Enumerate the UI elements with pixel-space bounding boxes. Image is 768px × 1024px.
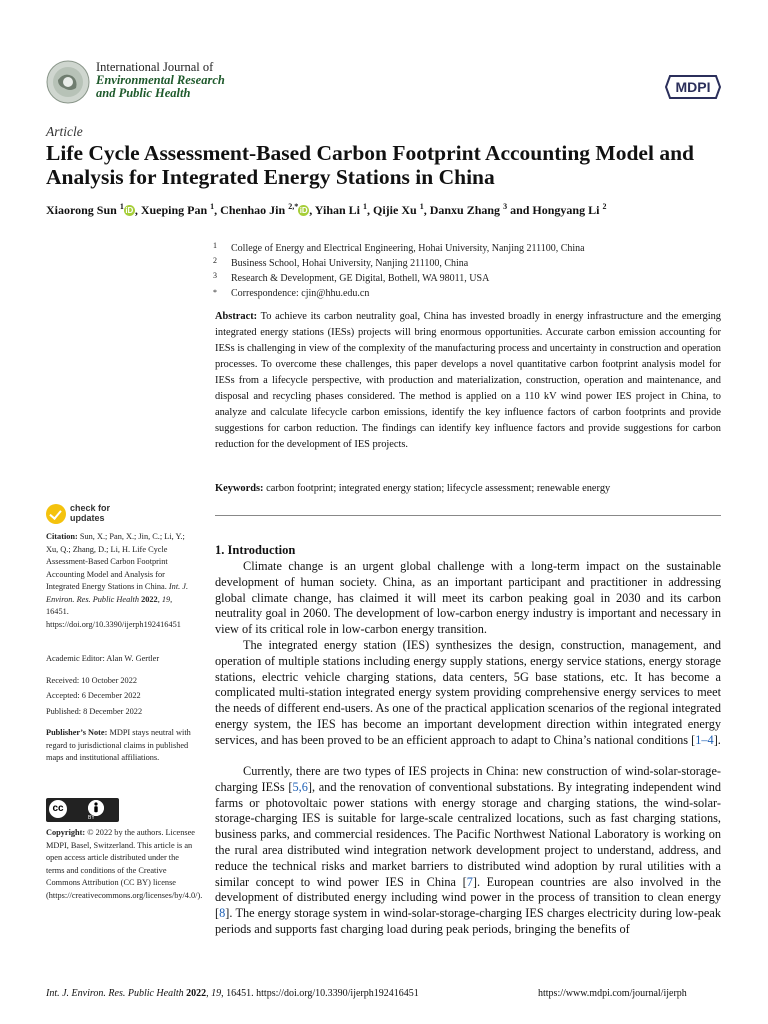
check-for-updates-button[interactable]: check for updates <box>46 504 156 526</box>
journal-name-line3: and Public Health <box>96 86 191 100</box>
by-label: BY <box>88 815 95 821</box>
date-published: Published: 8 December 2022 <box>46 707 143 716</box>
footer-journal-url[interactable]: https://www.mdpi.com/journal/ijerph <box>538 988 687 999</box>
article-type: Article <box>46 124 83 139</box>
abstract <box>215 309 721 453</box>
cc-icon: cc <box>49 800 67 818</box>
keywords-label: Keywords: <box>215 483 264 494</box>
paper-title: Life Cycle Assessment-Based Carbon Footprint Accounting Model and Analysis for Integrated Energy Stations in China <box>46 141 694 189</box>
journal-name-line1: International Journal of <box>96 60 214 74</box>
intro-paragraph-3: Currently, there are two types of IES projects in China: new construction of wind-solar-storage-charging IESs [5,6], and the renovation of conventional substations. By integrating independent wind farms or photovoltaic power stations with energy storage and charging stations, the wind-solar-storage-charging IES is suitable for large-scale centralized locations, such as fast charging stations, business parks, and commercial residences. The Pacific Northwest National Laboratory is working on the rural area distributed wind integration network development project to understand, address, and reduce the technical risks and market barriers to distributed wind adoption by rural utilities with a similar concept to wind power IES in China [7]. European countries are also involved in the development of distributed energy including wind power in the process of transition to clean energy [8]. The energy storage system in wind-solar-storage-charging IES charges electricity during low-peak periods and supports fast charging load during peak periods, bringing the benefits of <box>215 764 721 936</box>
author-name: Xiaorong Sun <box>46 203 120 217</box>
attribution-icon <box>88 800 104 816</box>
abstract-label: Abstract: <box>215 311 258 322</box>
publisher-note: Publisher’s Note: MDPI stays neutral with regard to jurisdictional claims in published maps and institutional affiliations. <box>46 728 191 762</box>
keywords <box>215 483 721 494</box>
academic-editor: Academic Editor: Alan W. Gertler <box>46 654 160 663</box>
author-affiliation-mark: 3 <box>503 202 508 211</box>
intro-paragraph-2: The integrated energy station (IES) synthesizes the design, construction, management, and operation of multiple stations including energy supply stations, energy service stations, energy storage stations, electric vehicle charging stations, data centers, 5G base stations, etc. It has become a complicated multi-station integrated energy system providing comprehensive energy services to meet the needs of different end-users. As one of the practical application scenarios of the regional integrated energy system, the IES has become an important development direction within integrated energy services, and has been proved to be an efficient approach to adapt to China’s national conditions [1–4]. <box>215 638 721 747</box>
citation-link[interactable]: 5,6 <box>292 779 308 794</box>
author-affiliation-mark: 1 <box>119 202 124 211</box>
citation-link[interactable]: 7 <box>466 874 473 889</box>
abstract-text: To achieve its carbon neutrality goal, China has invested broadly in energy infrastructure and the emerging integrated energy stations (IESs) projects will bring enormous opportunities. Accurate carbon emission accounting for IESs is challenging in view of the complexity of the manufacturing process and uncertainty in construction and operation processes. To overcome these challenges, this paper develops a novel quantitative carbon footprint analysis model for IESs from a lifecycle perspective, with production and materialization, construction, operation and maintenance, and disposal and recycling phases considered. The method is applied on a 110 kV wind power IES project in China, to analyze and calculate lifecycle carbon emissions, identify the key influence factors of carbon footprints and provide suggestions for carbon reduction. The findings can identify key influence factors and provide suggestions for carbon reduction for the development of IES projects. <box>215 311 721 450</box>
keywords-text: carbon footprint; integrated energy station; lifecycle assessment; renewable energy <box>266 483 611 494</box>
author-name: Qijie Xu <box>373 203 420 217</box>
journal-logo <box>46 60 90 104</box>
section-heading-introduction: 1. Introduction <box>215 543 296 557</box>
author-name: Chenhao Jin <box>220 203 289 217</box>
author-name: Yihan Li <box>314 203 364 217</box>
intro-paragraph-1: Climate change is an urgent global challenge with a long-term impact on the sustainable development of human society. China, as an important participant and practitioner in addressing global climate change, has claimed it will meet its carbon peaking goal in 2030 and its carbon neutrality goal in 2060. The development of low-carbon energy industry is important and necessary in view of its critical role in low-carbon energy transition. <box>215 559 721 637</box>
checkmark-icon <box>46 504 66 524</box>
date-received: Received: 10 October 2022 <box>46 676 138 685</box>
author-affiliation-mark: 1 <box>419 202 424 211</box>
author-name: Xueping Pan <box>140 203 211 217</box>
journal-name-line2: Environmental Research <box>96 73 225 87</box>
author-list: Xiaorong Sun $^1$ iD , Xueping Pan $^1$, Chenhao Jin $^{2,*}$ iD , Yihan Li $^1$, Qijie Xu $^1$, Danxu Zhang $^3$ and Hongyang Li $^2$ <box>46 202 607 217</box>
citation-link[interactable]: 8 <box>219 906 226 921</box>
mdpi-logo <box>664 72 722 102</box>
author-affiliation-mark: 2 <box>602 202 607 211</box>
orcid-icon[interactable]: iD <box>299 206 308 215</box>
footer-citation: Int. J. Environ. Res. Public Health 2022, 19, 16451. https://doi.org/10.3390/ijerph192416451 <box>46 988 419 999</box>
divider <box>215 515 721 516</box>
citation-link[interactable]: 1–4 <box>695 732 714 747</box>
copyright-notice: Copyright: © 2022 by the authors. Licensee MDPI, Basel, Switzerland. This article is an open access article distributed under the terms and conditions of the Creative Commons Attribution (CC BY) license (https://creativecommons.org/licenses/by/4.0/). <box>46 828 203 900</box>
author-name: Hongyang Li <box>532 203 603 217</box>
author-affiliation-mark: 2,* <box>288 202 299 211</box>
author-name: Danxu Zhang <box>429 203 504 217</box>
publisher-name: MDPI <box>675 79 711 95</box>
citation-block: Citation: Sun, X.; Pan, X.; Jin, C.; Li, Y.; Xu, Q.; Zhang, D.; Li, H. Life Cycle Assessment-Based Carbon Footprint Accounting Model and Analysis for Integrated Energy Stations in China. Int. J. Environ. Res. Public Health 2022, 19, 16451. https://doi.org/10.3390/ijerph192416451 <box>46 532 189 629</box>
orcid-icon[interactable]: iD <box>125 206 134 215</box>
author-affiliation-mark: 1 <box>210 202 215 211</box>
author-affiliation-mark: 1 <box>363 202 368 211</box>
date-accepted: Accepted: 6 December 2022 <box>46 691 141 700</box>
cc-by-license-badge[interactable] <box>46 798 119 822</box>
